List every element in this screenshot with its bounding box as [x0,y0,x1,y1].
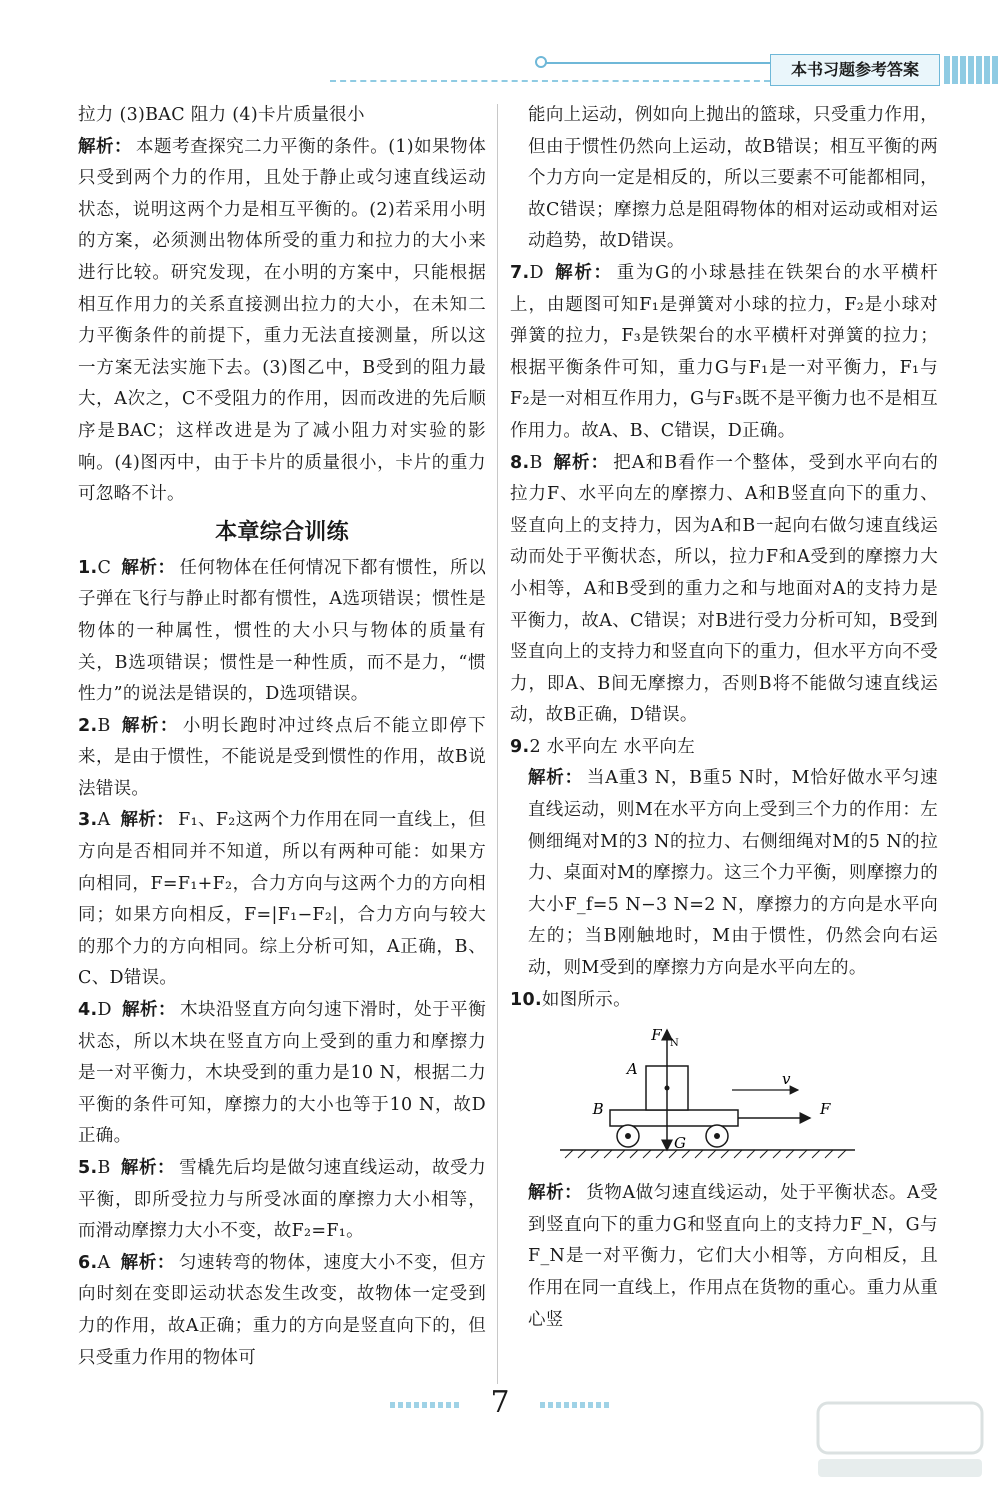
question-item-4: 4.D 解析： 木块沿竖直方向匀速下滑时，处于平衡状态，所以木块在竖直方向上受到的重力和摩擦力是一对平衡力，木块受到的重力是10 N，根据二力平衡的条件可知，摩擦力的大小也等于10 N，故D正确。 [78,1000,486,1147]
label-f: F [820,1100,831,1119]
question-item-8: 8.B 解析： 把A和B看作一个整体，受到水平向右的拉力F、水平向左的摩擦力、A和B竖直向下的重力、竖直向上的支持力，因为A和B一起向右做匀速直线运动而处于平衡状态，所以，拉力F和A受到的摩擦力大小相等，A和B受到的重力之和与地面对A的支持力是平衡力，故A、C错误；对B进行受力分析可知，B受到竖直向上的支持力和竖直向下的重力，但水平方向不受力，即A、B间无摩擦力，否则B将不能做匀速直线运动，故B正确，D错误。 [510,452,938,726]
page-number: 7 [490,1385,510,1420]
question-item-3: 3.A 解析： F₁、F₂这两个力作用在同一直线上，但方向是否相同并不知道，所以有两种可能：如果方向相同，F=F₁+F₂，合力方向与这两个力的方向相同；如果方向相反，F=|F₁−F₂|，合力方向与较大的那个力的方向相同。综上分析可知，A正确，B、C、D错误。 [78,810,487,989]
label-b: B [592,1100,604,1119]
question-item-9: 9.2 水平向左 水平向左 [510,736,695,757]
header-rule [540,62,770,64]
question-item-10: 10.如图所示。 [510,989,631,1010]
right-column [510,100,938,1336]
header-stripes [944,56,1000,84]
page-number-decoration-left [390,1402,460,1408]
question-item-6: 6.A 解析： 匀速转弯的物体，速度大小不变，但方向时刻在变即运动状态发生改变，故物体一定受到力的作用，故A正确；重力的方向是竖直向下的，但只受重力作用的物体可 [78,1252,486,1368]
header-circle-icon [535,56,547,68]
column-divider [497,104,498,1384]
header-dashed-line [330,80,770,82]
question-item-2: 2.B 解析： 小明长跑时冲过终点后不能立即停下来，是由于惯性，不能说是受到惯性的作用，故B说法错误。 [78,715,486,799]
question-item-9-analysis: 解析： 当A重3 N，B重5 N时，M恰好做水平匀速直线运动，则M在水平方向上受到三个力的作用：左侧细绳对M的3 N的拉力、右侧细绳对M的5 N的拉力、桌面对M的摩擦力。这三个力平衡，则摩擦力的大小F_f=5 N−3 N=2 N，摩擦力的方向是水平向左的；当B刚触地时，M由于惯性，仍然会向右运动，则M受到的摩擦力方向是水平向左的。 [528,768,938,979]
question-item-1: 1.C 解析： 任何物体在任何情况下都有惯性，所以子弹在飞行与静止时都有惯性，A选项错误；惯性是物体的一种属性，惯性的大小只与物体的质量有关，B选项错误；惯性是一种性质，而不是力，“惯性力”的说法是错误的，D选项错误。 [78,557,486,705]
question-item-7: 7.D 解析： 重为G的小球悬挂在铁架台的水平横杆上，由题图可知F₁是弹簧对小球的拉力，F₂是小球对弹簧的拉力，F₃是铁架台的水平横杆对弹簧的拉力；根据平衡条件可知，重力G与F₁是一对平衡力，F₁与F₂是一对相互作用力，G与F₃既不是平衡力也不是相互作用力。故A、B、C错误，D正确。 [510,262,938,441]
label-g: G [674,1134,687,1153]
force-diagram [510,1022,938,1172]
analysis-text: 本题考查探究二力平衡的条件。(1)如果物体只受到两个力的作用，且处于静止或匀速直线运动状态，说明这两个力是相互平衡的。(2)若采用小明的方案，必须测出物体所受的重力和拉力的大小来进行比较。研究发现，在小明的方案中，只能根据相互作用力的关系直接测出拉力的大小，在未知二力平衡条件的前提下，重力无法直接测量，所以这一方案无法实施下去。(3)图乙中，B受到的阻力最大，A次之，C不受阻力的作用，因而改进的先后顺序是BAC；这样改进是为了减小阻力对实验的影响。(4)图丙中，由于卡片的质量很小，卡片的重力可忽略不计。 [78,136,486,505]
continued-text: 能向上运动，例如向上抛出的篮球，只受重力作用，但由于惯性仍然向上运动，故B错误；相互平衡的两个力方向一定是相反的，所以三要素不可能都相同，故C错误；摩擦力总是阻碍物体的相对运动或相对运动趋势，故D错误。 [528,105,938,252]
analysis-label: 解析： [78,136,133,157]
answer-line: 拉力 (3)BAC 阻力 (4)卡片质量很小 [78,105,365,125]
label-a: A [626,1060,638,1079]
watermark-logo [810,1395,990,1485]
header-title: 本书习题参考答案 [770,54,940,86]
left-column [78,100,486,1374]
label-v: v [782,1070,791,1089]
section-title: 本章综合训练 [215,519,349,545]
label-fn: F [651,1026,662,1045]
page-number-decoration-right [540,1402,610,1408]
ground-hatch [565,1150,846,1158]
question-item-5: 5.B 解析： 雪橇先后均是做匀速直线运动，故受力平衡，即所受拉力与所受冰面的摩擦力大小相等，而滑动摩擦力大小不变，故F₂=F₁。 [78,1158,486,1242]
label-fn-sub: N [670,1038,680,1050]
cart-b [610,1110,738,1126]
question-item-10-analysis: 解析： 货物A做匀速直线运动，处于平衡状态。A受到竖直向下的重力G和竖直向上的支持力F_N，G与F_N是一对平衡力，它们大小相等，方向相反，且作用在同一直线上，作用点在货物的重心。重力从重心竖 [528,1183,938,1330]
analysis-paragraph [78,132,486,511]
